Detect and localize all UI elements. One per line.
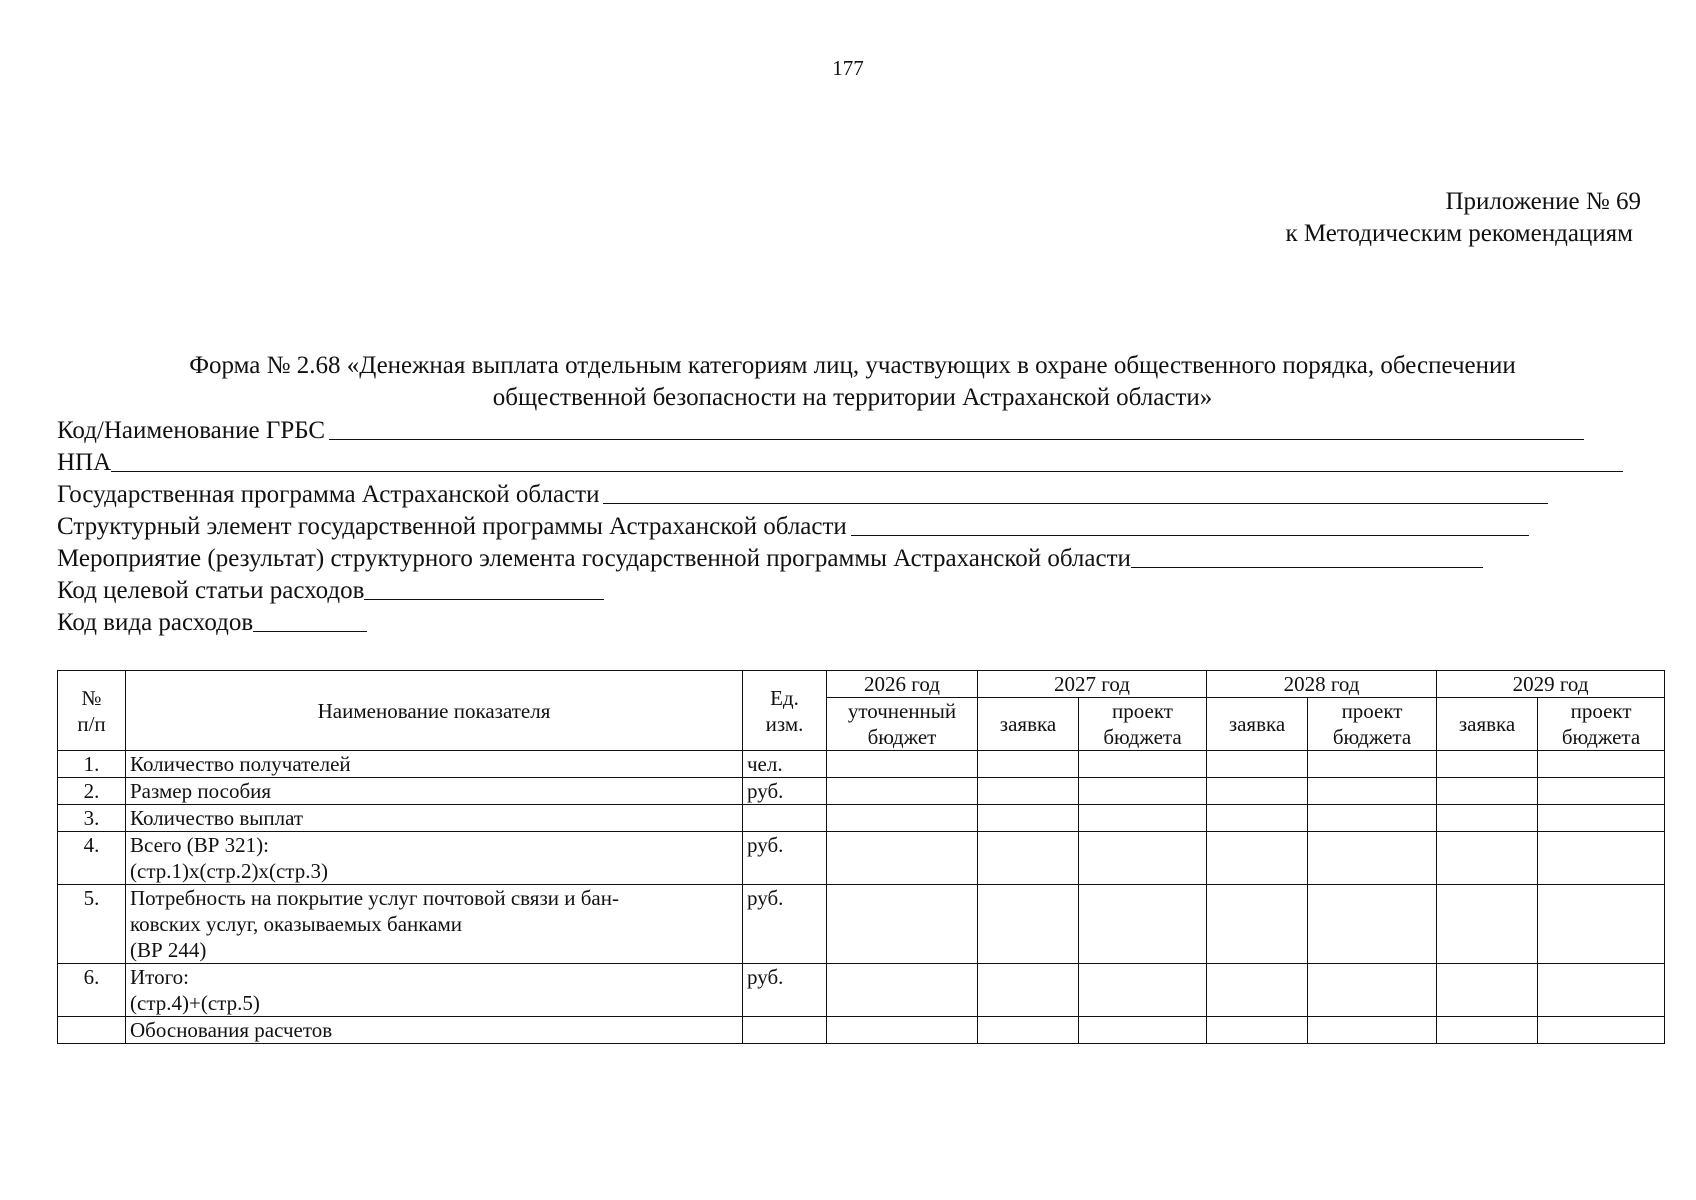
row-indicator-name — [126, 832, 743, 885]
form-title-line-2: общественной безопасности на территории Астраханской области» — [492, 384, 1213, 411]
appendix-caption — [1285, 186, 1641, 250]
value-cell[interactable] — [1308, 751, 1437, 778]
header-year-2027: 2027 год — [978, 671, 1207, 698]
row-num: 5. — [58, 885, 126, 964]
value-cell[interactable] — [978, 751, 1079, 778]
table-row — [58, 778, 1665, 805]
table-body — [58, 751, 1665, 1044]
value-cell[interactable] — [1538, 1017, 1665, 1044]
row-unit — [743, 1017, 827, 1044]
field-label: Код вида расходов — [57, 609, 254, 636]
value-cell[interactable] — [1207, 805, 1308, 832]
value-cell[interactable] — [1308, 1017, 1437, 1044]
row-num: 2. — [58, 778, 126, 805]
value-cell[interactable] — [1437, 778, 1538, 805]
value-cell[interactable] — [1538, 885, 1665, 964]
table-row — [58, 832, 1665, 885]
table-row — [58, 964, 1665, 1017]
field-npa — [57, 446, 1623, 478]
table-row — [58, 1017, 1665, 1044]
row-num: 3. — [58, 805, 126, 832]
value-cell[interactable] — [978, 1017, 1079, 1044]
row-unit: руб. — [743, 885, 827, 964]
indicators-table — [57, 670, 1665, 1044]
value-cell[interactable] — [1308, 778, 1437, 805]
row-unit: чел. — [743, 751, 827, 778]
field-label: Структурный элемент государственной программы Астраханской области — [57, 513, 847, 540]
row-indicator-name — [126, 805, 743, 832]
row-indicator-name — [126, 964, 743, 1017]
value-cell[interactable] — [827, 832, 978, 885]
row-num: 6. — [58, 964, 126, 1017]
field-label: НПА — [57, 449, 112, 476]
indicator-name-line: (стр.1)х(стр.2)х(стр.3) — [130, 859, 328, 883]
value-cell[interactable] — [1538, 964, 1665, 1017]
row-indicator-name — [126, 751, 743, 778]
value-cell[interactable] — [1308, 964, 1437, 1017]
value-cell[interactable] — [1437, 751, 1538, 778]
table-row — [58, 885, 1665, 964]
header-request-2027: заявка — [978, 698, 1079, 751]
value-cell[interactable] — [1437, 885, 1538, 964]
header-request-2029: заявка — [1437, 698, 1538, 751]
value-cell[interactable] — [1437, 805, 1538, 832]
indicator-name-line: ковских услуг, оказываемых банками — [130, 912, 463, 936]
value-cell[interactable] — [1308, 832, 1437, 885]
value-cell[interactable] — [1207, 832, 1308, 885]
value-cell[interactable] — [1538, 751, 1665, 778]
value-cell[interactable] — [978, 832, 1079, 885]
field-fill-line[interactable] — [603, 502, 1548, 504]
indicator-name-line: Размер пособия — [130, 779, 272, 803]
field-label: Государственная программа Астраханской области — [57, 481, 600, 508]
field-fill-line[interactable] — [111, 470, 1623, 472]
value-cell[interactable] — [1308, 885, 1437, 964]
field-expense-type-code — [57, 606, 367, 638]
indicator-name-line: Обоснования расчетов — [130, 1018, 333, 1042]
row-indicator-name — [126, 778, 743, 805]
value-cell[interactable] — [1207, 885, 1308, 964]
value-cell[interactable] — [1079, 751, 1207, 778]
header-year-2029: 2029 год — [1437, 671, 1665, 698]
indicator-name-line: (ВР 244) — [130, 938, 207, 962]
header-year-2026: 2026 год — [827, 671, 978, 698]
value-cell[interactable] — [1538, 805, 1665, 832]
field-fill-line[interactable] — [1131, 566, 1483, 568]
appendix-line-1: Приложение № 69 — [1445, 188, 1641, 215]
page-number: 177 — [832, 56, 864, 80]
value-cell[interactable] — [1079, 832, 1207, 885]
field-label: Мероприятие (результат) структурного элемента государственной программы Астраханской области — [57, 545, 1131, 572]
field-grbs — [57, 414, 1584, 446]
value-cell[interactable] — [827, 1017, 978, 1044]
value-cell[interactable] — [1079, 805, 1207, 832]
value-cell[interactable] — [1308, 805, 1437, 832]
value-cell[interactable] — [1437, 964, 1538, 1017]
header-num: № п/п — [58, 671, 126, 751]
appendix-line-2: к Методическим рекомендациям — [1285, 220, 1633, 247]
row-num — [58, 1017, 126, 1044]
table-row — [58, 751, 1665, 778]
value-cell[interactable] — [1437, 1017, 1538, 1044]
value-cell[interactable] — [978, 805, 1079, 832]
value-cell[interactable] — [1538, 832, 1665, 885]
value-cell[interactable] — [1207, 751, 1308, 778]
row-unit — [743, 805, 827, 832]
header-year-2028: 2028 год — [1207, 671, 1437, 698]
value-cell[interactable] — [1079, 1017, 1207, 1044]
indicator-name-line: Итого: — [130, 965, 189, 989]
value-cell[interactable] — [827, 778, 978, 805]
indicator-name-line: Потребность на покрытие услуг почтовой связи и бан- — [130, 886, 619, 910]
field-structural-element — [57, 510, 1529, 542]
indicator-name-line: Количество получателей — [130, 752, 351, 776]
field-fill-line[interactable] — [329, 438, 1584, 440]
header-unit: Ед. изм. — [743, 671, 827, 751]
row-num: 4. — [58, 832, 126, 885]
value-cell[interactable] — [1538, 778, 1665, 805]
value-cell[interactable] — [1207, 778, 1308, 805]
form-title-line-1: Форма № 2.68 «Денежная выплата отдельным категориям лиц, участвующих в охране общественного порядка, обеспечении — [189, 352, 1516, 379]
header-indicator-name: Наименование показателя — [126, 671, 743, 751]
indicator-name-line: Всего (ВР 321): — [130, 833, 270, 857]
value-cell[interactable] — [1207, 1017, 1308, 1044]
row-unit: руб. — [743, 778, 827, 805]
field-fill-line[interactable] — [851, 534, 1529, 536]
field-activity — [57, 542, 1483, 574]
row-unit: руб. — [743, 964, 827, 1017]
field-fill-line[interactable] — [364, 598, 604, 600]
value-cell[interactable] — [978, 885, 1079, 964]
indicator-name-line: Количество выплат — [130, 806, 304, 830]
field-label: Код целевой статьи расходов — [57, 577, 365, 604]
value-cell[interactable] — [1079, 778, 1207, 805]
value-cell[interactable] — [827, 805, 978, 832]
field-fill-line[interactable] — [253, 630, 367, 632]
value-cell[interactable] — [978, 964, 1079, 1017]
row-unit: руб. — [743, 832, 827, 885]
field-target-article-code — [57, 574, 604, 606]
header-refined-budget: уточненный бюджет — [827, 698, 978, 751]
value-cell[interactable] — [827, 751, 978, 778]
form-title — [60, 350, 1645, 414]
field-label: Код/Наименование ГРБС — [57, 417, 326, 444]
field-state-program — [57, 478, 1548, 510]
indicator-name-line: (стр.4)+(стр.5) — [130, 991, 260, 1015]
value-cell[interactable] — [1079, 964, 1207, 1017]
table-row — [58, 805, 1665, 832]
row-indicator-name — [126, 885, 743, 964]
header-draft-budget-2029: проект бюджета — [1538, 698, 1665, 751]
row-indicator-name — [126, 1017, 743, 1044]
header-draft-budget-2027: проект бюджета — [1079, 698, 1207, 751]
value-cell[interactable] — [827, 885, 978, 964]
header-draft-budget-2028: проект бюджета — [1308, 698, 1437, 751]
row-num: 1. — [58, 751, 126, 778]
value-cell[interactable] — [1079, 885, 1207, 964]
header-request-2028: заявка — [1207, 698, 1308, 751]
value-cell[interactable] — [827, 964, 978, 1017]
value-cell[interactable] — [978, 778, 1079, 805]
value-cell[interactable] — [1207, 964, 1308, 1017]
value-cell[interactable] — [1437, 832, 1538, 885]
